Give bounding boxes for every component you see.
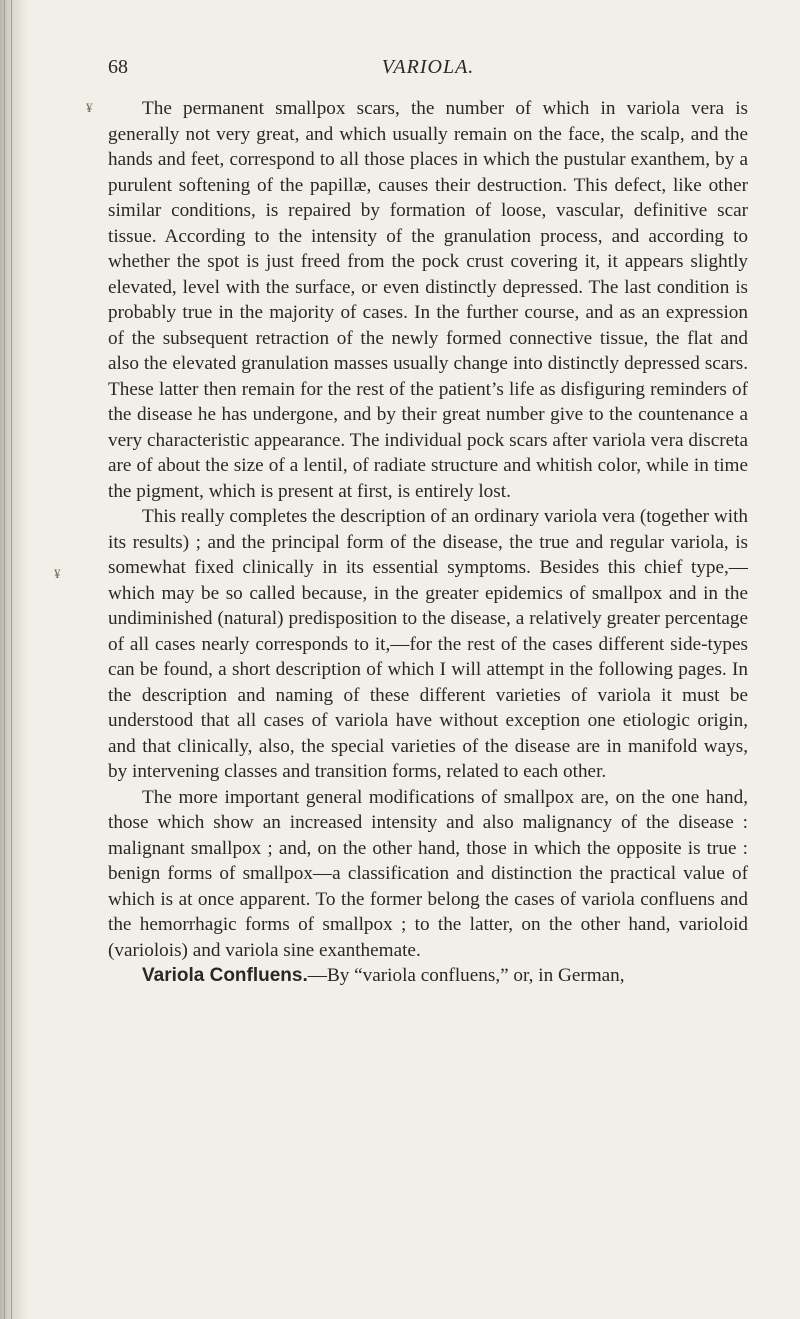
margin-mark: ¥ — [54, 566, 61, 581]
page-header — [108, 56, 748, 86]
running-head: VARIOLA. — [381, 56, 475, 78]
section-heading: Variola Confluens. — [142, 965, 308, 986]
paragraph-modifications: The more important general modifications of smallpox are, on the one hand, those which show an increased intensity and also malignancy of the disease : malignant smallpox ; and, on the other hand, those in which the opposite is true : benign forms of smallpox—a classification and distinction the practical value of which is at once apparent. To the former belong the cases of variola confluens and the hemorrhagic forms of smallpox ; to the latter, on the other hand, varioloid (variolois) and variola sine exanthemate. — [108, 786, 748, 961]
page-number: 68 — [108, 56, 128, 78]
paragraph-variola-confluens — [108, 963, 748, 989]
paragraph-text: —By “variola confluens,” or, in German, — [307, 965, 625, 986]
margin-mark: ¥ — [86, 100, 93, 115]
binding-gutter — [0, 0, 28, 1319]
gutter-line — [4, 0, 5, 1319]
paragraph-varieties: This really completes the description of an ordinary variola vera (together with its results) ; and the principal form of the disease, the true and regular variola, is somewhat fixed clinically in its essential symptoms. Besides this chief type,—which may be so called because, in the greater epidemics of smallpox and in the undiminished (natural) predisposition to the disease, a relatively greater percentage of all cases nearly corresponds to it,—for the rest of the cases different side-types can be found, a short description of which I will attempt in the following pages. In the description and naming of these different varieties of variola it must be understood that all cases of variola have without exception one etiologic origin, and that clinically, also, the special varieties of the disease are in manifold ways, by intervening classes and transition forms, related to each other. — [108, 506, 748, 782]
gutter-line — [11, 0, 12, 1319]
body-text — [108, 96, 748, 989]
paragraph-scars: The permanent smallpox scars, the number of which in variola vera is generally not very great, and which usually remain on the face, the scalp, and the hands and feet, correspond to all those places in which the pustular exanthem, by a purulent softening of the papillæ, causes their destruction. This defect, like other similar conditions, is repaired by formation of loose, vascular, definitive scar tissue. According to the intensity of the granulation process, and according to whether the spot is just freed from the pock crust covering it, it appears slightly elevated, level with the surface, or even distinctly depressed. The last condition is probably true in the majority of cases. In the further course, and as an expression of the subsequent retraction of the newly formed connective tissue, the flat and also the elevated granulation masses usually change into distinctly depressed scars. These latter then remain for the rest of the patient’s life as disfiguring reminders of the disease he has undergone, and by their great number give to the countenance a very characteristic appearance. The individual pock scars after variola vera discreta are of about the size of a lentil, of radiate structure and whitish color, while in time the pigment, which is present at first, is entirely lost. — [108, 98, 748, 502]
